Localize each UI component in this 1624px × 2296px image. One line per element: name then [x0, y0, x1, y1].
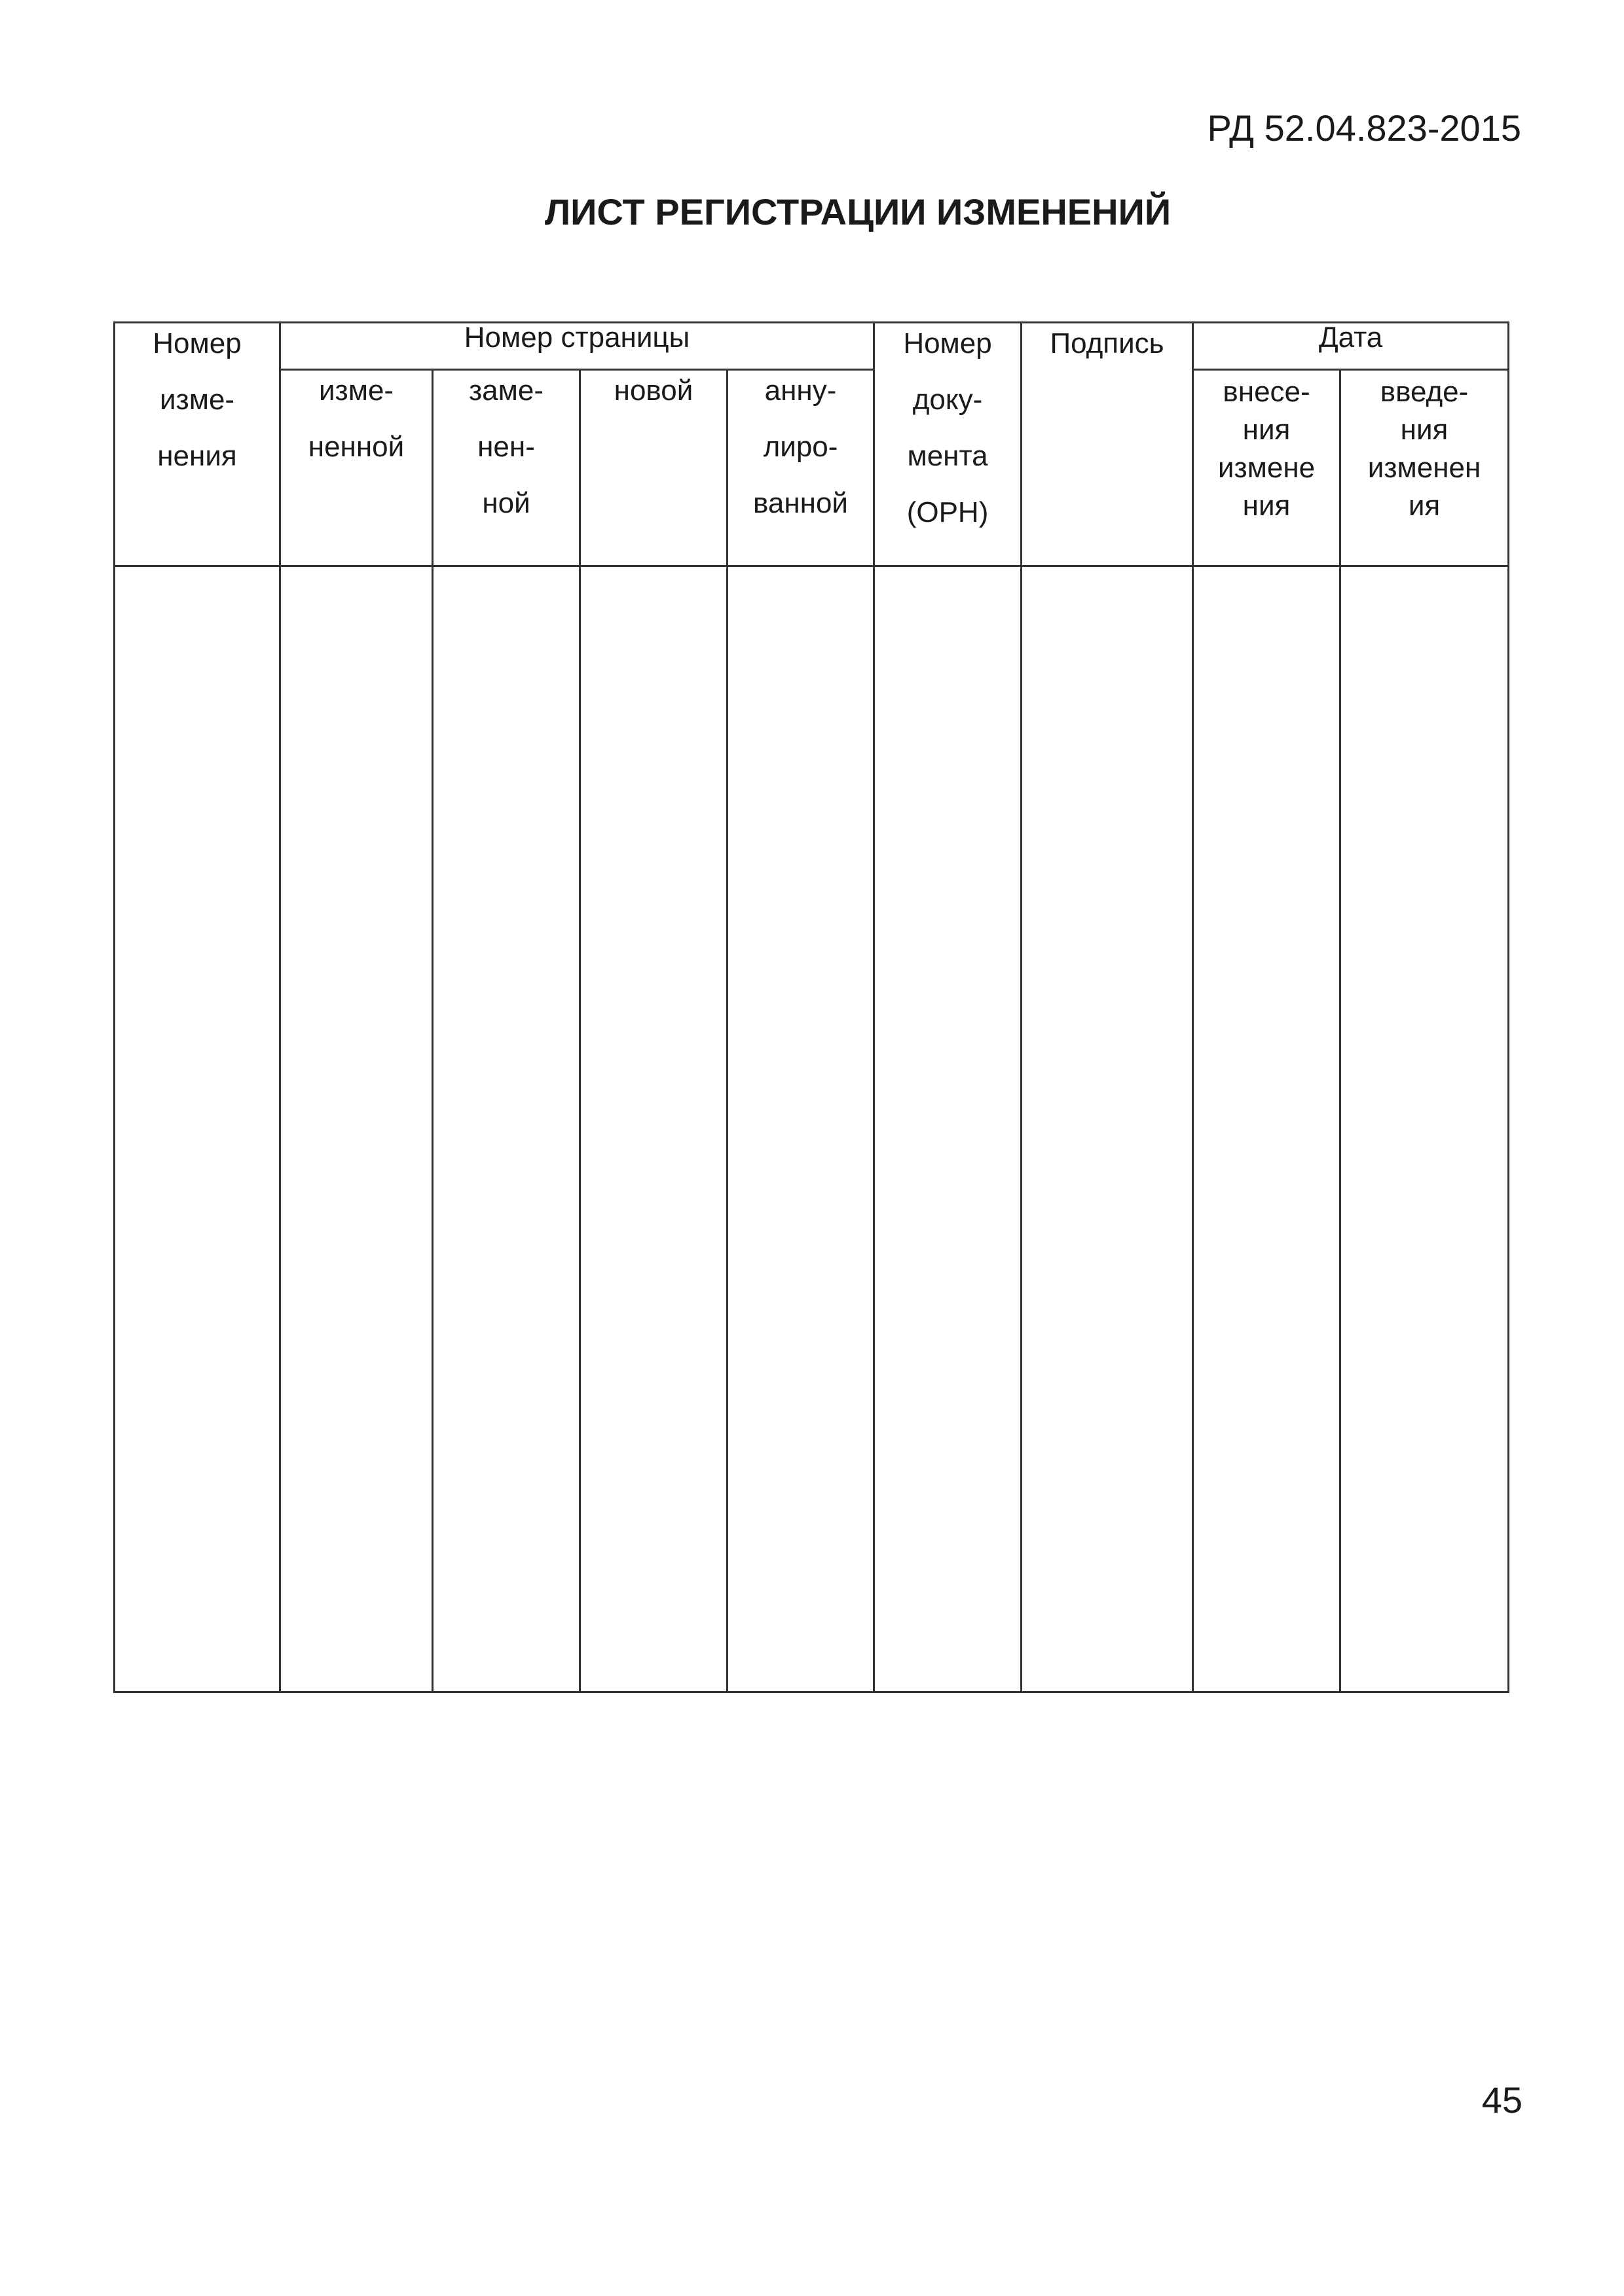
page-number: 45	[1481, 2079, 1522, 2121]
header-row-2	[115, 370, 1509, 566]
document-code: РД 52.04.823-2015	[1207, 107, 1521, 149]
header-date-entry: внесе- ния измене ния	[1193, 370, 1340, 566]
header-date-effective: введе- ния изменен ия	[1340, 370, 1509, 566]
header-document-number: Номер доку- мента (ОРН)	[874, 323, 1022, 566]
cell-signature[interactable]	[1022, 566, 1193, 1692]
header-replaced-page: заме- нен- ной	[433, 370, 580, 566]
header-change-number: Номер изме- нения	[115, 323, 280, 566]
cell-date-entry[interactable]	[1193, 566, 1340, 1692]
change-registration-table	[113, 321, 1509, 1693]
cell-replaced-page[interactable]	[433, 566, 580, 1692]
cell-changed-page[interactable]	[280, 566, 433, 1692]
cell-change-number[interactable]	[115, 566, 280, 1692]
cell-date-effective[interactable]	[1340, 566, 1509, 1692]
cell-annulled-page[interactable]	[728, 566, 874, 1692]
header-changed-page: изме- ненной	[280, 370, 433, 566]
cell-new-page[interactable]	[580, 566, 728, 1692]
header-annulled-page: анну- лиро- ванной	[728, 370, 874, 566]
header-date-group: Дата	[1193, 323, 1509, 370]
table-row	[115, 566, 1509, 1692]
cell-document-number[interactable]	[874, 566, 1022, 1692]
header-signature: Подпись	[1022, 323, 1193, 566]
page-title: ЛИСТ РЕГИСТРАЦИИ ИЗМЕНЕНИЙ	[544, 191, 1172, 232]
header-new-page: новой	[580, 370, 728, 566]
header-page-number-group: Номер страницы	[280, 323, 874, 370]
